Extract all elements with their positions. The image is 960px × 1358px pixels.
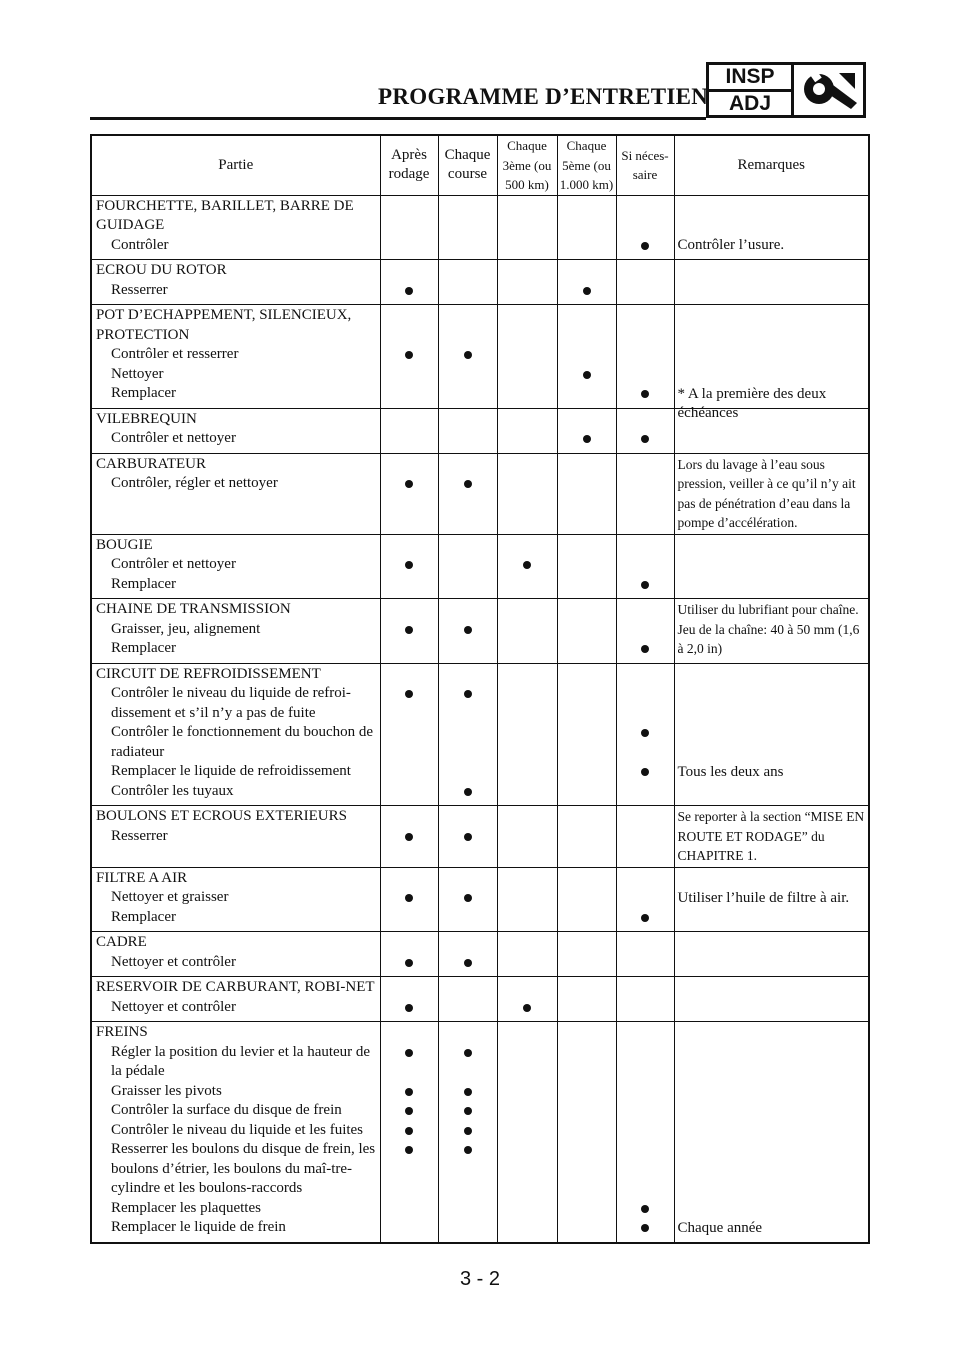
column-header: Chaque 3ème (ou 500 km) (497, 135, 557, 195)
part-title: CARBURATEUR (96, 455, 207, 472)
check-mark (381, 1121, 438, 1141)
column-header: Si néces-saire (616, 135, 674, 195)
part-title: VILEBREQUIN (96, 410, 197, 427)
interval-cell (380, 453, 438, 534)
interval-cell (557, 977, 616, 1022)
table-row (91, 599, 869, 664)
task-item: Contrôler, régler et nettoyer (111, 475, 278, 491)
interval-cell (557, 453, 616, 534)
table-row (91, 867, 869, 932)
interval-cell (438, 599, 497, 664)
table-row (91, 305, 869, 409)
check-mark (439, 1102, 497, 1122)
part-title: CHAINE DE TRANSMISSION (96, 601, 291, 617)
task-item: Remplacer le liquide de refroidissement (111, 763, 351, 779)
task-item: Contrôler (111, 236, 169, 253)
remark-cell (674, 599, 869, 664)
interval-cell (438, 534, 497, 599)
check-mark (558, 365, 616, 385)
interval-cell (497, 806, 557, 868)
task-item: Nettoyer et graisser (111, 889, 229, 905)
part-cell (91, 453, 380, 534)
table-row (91, 260, 869, 305)
interval-cell (616, 932, 674, 977)
task-item: Contrôler et resserrer (111, 346, 239, 362)
interval-cell (557, 806, 616, 868)
part-cell (91, 663, 380, 806)
interval-cell (438, 195, 497, 260)
interval-cell (380, 1022, 438, 1243)
remark-cell (674, 195, 869, 260)
interval-cell (616, 806, 674, 868)
check-mark (617, 1199, 674, 1219)
check-mark (439, 782, 497, 802)
interval-cell (557, 534, 616, 599)
remark-cell (674, 663, 869, 806)
interval-cell (557, 599, 616, 664)
interval-cell (616, 408, 674, 453)
task-item: Régler la position du levier et la hauteur de la pédale (111, 1043, 371, 1079)
interval-cell (557, 867, 616, 932)
interval-cell (438, 1022, 497, 1243)
table-row (91, 195, 869, 260)
check-mark (439, 1141, 497, 1161)
check-mark (381, 556, 438, 576)
interval-cell (497, 1022, 557, 1243)
task-item: Graisser les pivots (111, 1082, 222, 1099)
check-mark (617, 724, 674, 744)
task-item: Contrôler la surface du disque de frein (111, 1102, 342, 1118)
check-mark (439, 1082, 497, 1102)
interval-cell (497, 408, 557, 453)
check-mark (617, 575, 674, 595)
page-number: 3 - 2 (459, 1268, 501, 1290)
interval-cell (380, 408, 438, 453)
check-mark (381, 346, 438, 366)
part-cell (91, 977, 380, 1022)
wrench-icon (797, 67, 861, 113)
remark-cell (674, 260, 869, 305)
part-title: FILTRE A AIR (96, 869, 188, 886)
check-mark (617, 1219, 674, 1239)
interval-cell (557, 1022, 616, 1243)
check-mark (558, 281, 616, 301)
check-mark (381, 1102, 438, 1122)
task-item: Nettoyer et contrôler (111, 998, 236, 1015)
column-header: Partie (91, 135, 380, 195)
check-mark (439, 620, 497, 640)
check-mark (617, 385, 674, 405)
check-mark (381, 1043, 438, 1063)
interval-cell (497, 453, 557, 534)
remark-cell (674, 305, 869, 421)
part-cell (91, 932, 380, 977)
interval-cell (380, 977, 438, 1022)
interval-cell (438, 663, 497, 806)
interval-cell (380, 806, 438, 868)
column-header: Chaque course (438, 135, 497, 195)
insp-adj-badge (706, 62, 866, 118)
interval-cell (616, 534, 674, 599)
badge-insp: INSP (709, 65, 791, 92)
table-row (91, 408, 869, 453)
part-cell (91, 408, 380, 453)
column-header: Chaque 5ème (ou 1.000 km) (557, 135, 616, 195)
interval-cell (616, 195, 674, 260)
check-mark (498, 998, 557, 1018)
check-mark (439, 346, 497, 366)
remark-cell (674, 977, 869, 1022)
remark-cell (674, 867, 869, 932)
part-title: CIRCUIT DE REFROIDISSEMENT (96, 665, 321, 682)
interval-cell (438, 977, 497, 1022)
table-row (91, 932, 869, 977)
interval-cell (616, 599, 674, 664)
check-mark (381, 475, 438, 495)
table-row (91, 663, 869, 806)
interval-cell (380, 534, 438, 599)
task-item: Remplacer (111, 385, 176, 401)
interval-cell (616, 453, 674, 534)
check-mark (498, 556, 557, 576)
part-title: ECROU DU ROTOR (96, 262, 227, 278)
interval-cell (497, 305, 557, 409)
check-mark (617, 908, 674, 928)
interval-cell (438, 305, 497, 409)
part-cell (91, 195, 380, 260)
interval-cell (616, 977, 674, 1022)
interval-cell (616, 663, 674, 806)
check-mark (617, 430, 674, 450)
column-header: Après rodage (380, 135, 438, 195)
task-item: Remplacer le liquide de frein (111, 1219, 286, 1235)
interval-cell (497, 867, 557, 932)
interval-cell (497, 663, 557, 806)
interval-cell (380, 932, 438, 977)
part-title: FREINS (96, 1024, 148, 1040)
interval-cell (438, 806, 497, 868)
interval-cell (616, 867, 674, 932)
interval-cell (497, 195, 557, 260)
remark-cell (674, 932, 869, 977)
interval-cell (380, 260, 438, 305)
part-title: POT D’ECHAPPEMENT, SILENCIEUX, PROTECTION (96, 307, 352, 343)
part-cell (91, 1022, 380, 1243)
remark-text: Chaque année (677, 1219, 763, 1236)
part-cell (91, 260, 380, 305)
task-item: Contrôler le niveau du liquide de refroi-dissement et s’il n’y a pas de fuite (111, 685, 351, 721)
table-row (91, 534, 869, 599)
remark-text: Lors du lavage à l’eau sous pression, veiller à ce qu’il n’y ait pas de pénétration d’eau dans la pompe d’accélération. (677, 456, 856, 530)
interval-cell (616, 305, 674, 409)
check-mark (439, 475, 497, 495)
check-mark (439, 685, 497, 705)
part-title: FOURCHETTE, BARILLET, BARRE DE GUIDAGE (96, 197, 354, 233)
part-title: CADRE (96, 934, 147, 950)
check-mark (381, 953, 438, 973)
interval-cell (616, 260, 674, 305)
part-title: BOULONS ET ECROUS EXTERIEURS (96, 808, 347, 824)
check-mark (381, 827, 438, 847)
task-item: Contrôler le niveau du liquide et les fuites (111, 1121, 364, 1138)
task-item: Remplacer (111, 575, 176, 592)
interval-cell (380, 195, 438, 260)
remark-text: Contrôler l’usure. (677, 237, 785, 253)
check-mark (439, 953, 497, 973)
interval-cell (438, 408, 497, 453)
remark-cell (674, 1022, 869, 1243)
task-item: Nettoyer (111, 365, 164, 382)
check-mark (558, 430, 616, 450)
interval-cell (557, 195, 616, 260)
task-item: Contrôler les tuyaux (111, 782, 234, 799)
part-cell (91, 806, 380, 868)
interval-cell (380, 867, 438, 932)
remark-cell (674, 806, 869, 868)
check-mark (439, 827, 497, 847)
task-item: Remplacer (111, 640, 176, 656)
column-header: Remarques (674, 135, 869, 195)
header-rule (90, 117, 706, 120)
page-title: PROGRAMME D’ENTRETIEN (378, 84, 709, 109)
task-item: Remplacer les plaquettes (111, 1199, 261, 1216)
interval-cell (497, 599, 557, 664)
interval-cell (497, 977, 557, 1022)
part-cell (91, 534, 380, 599)
badge-adj: ADJ (728, 91, 771, 115)
part-cell (91, 599, 380, 664)
remark-text: * A la première des deux échéances (677, 385, 827, 421)
task-item: Contrôler et nettoyer (111, 430, 236, 446)
check-mark (381, 1141, 438, 1161)
check-mark (617, 640, 674, 660)
interval-cell (438, 260, 497, 305)
check-mark (439, 1043, 497, 1063)
remark-cell (674, 408, 869, 453)
table-row (91, 977, 869, 1022)
check-mark (617, 236, 674, 256)
interval-cell (557, 663, 616, 806)
table-row (91, 453, 869, 534)
check-mark (381, 889, 438, 909)
part-title: BOUGIE (96, 536, 153, 553)
remark-text: Utiliser du lubrifiant pour chaîne. Jeu de la chaîne: 40 à 50 mm (1,6 à 2,0 in) (677, 602, 860, 656)
interval-cell (497, 534, 557, 599)
interval-cell (557, 260, 616, 305)
check-mark (381, 620, 438, 640)
table-row (91, 1022, 869, 1243)
task-item: Remplacer (111, 908, 176, 925)
task-item: Contrôler et nettoyer (111, 556, 236, 572)
check-mark (381, 281, 438, 301)
part-cell (91, 305, 380, 409)
task-item: Resserrer (111, 281, 168, 298)
interval-cell (380, 599, 438, 664)
check-mark (439, 889, 497, 909)
task-item: Graisser, jeu, alignement (111, 620, 261, 637)
remark-cell (674, 453, 869, 534)
part-title: RESERVOIR DE CARBURANT, ROBI-NET (96, 979, 375, 995)
interval-cell (438, 932, 497, 977)
maintenance-table (90, 134, 870, 1244)
task-item: Nettoyer et contrôler (111, 953, 236, 970)
interval-cell (497, 260, 557, 305)
interval-cell (497, 932, 557, 977)
table-row (91, 806, 869, 868)
remark-cell (674, 534, 869, 599)
interval-cell (380, 305, 438, 409)
interval-cell (380, 663, 438, 806)
remark-text: Tous les deux ans (677, 763, 784, 780)
check-mark (439, 1121, 497, 1141)
check-mark (381, 998, 438, 1018)
interval-cell (557, 305, 616, 409)
interval-cell (616, 1022, 674, 1243)
remark-text: Se reporter à la section “MISE EN ROUTE ET RODAGE” du CHAPITRE 1. (677, 809, 865, 863)
interval-cell (438, 453, 497, 534)
part-cell (91, 867, 380, 932)
task-item: Contrôler le fonctionnement du bouchon de radiateur (111, 724, 374, 760)
check-mark (381, 685, 438, 705)
task-item: Resserrer (111, 827, 168, 844)
task-item: Resserrer les boulons du disque de frein, les boulons d’étrier, les boulons du maî-tre-cylindre et les boulons-raccords (111, 1141, 376, 1196)
interval-cell (557, 932, 616, 977)
interval-cell (557, 408, 616, 453)
check-mark (381, 1082, 438, 1102)
interval-cell (438, 867, 497, 932)
remark-text: Utiliser l’huile de filtre à air. (677, 889, 850, 906)
check-mark (617, 763, 674, 783)
